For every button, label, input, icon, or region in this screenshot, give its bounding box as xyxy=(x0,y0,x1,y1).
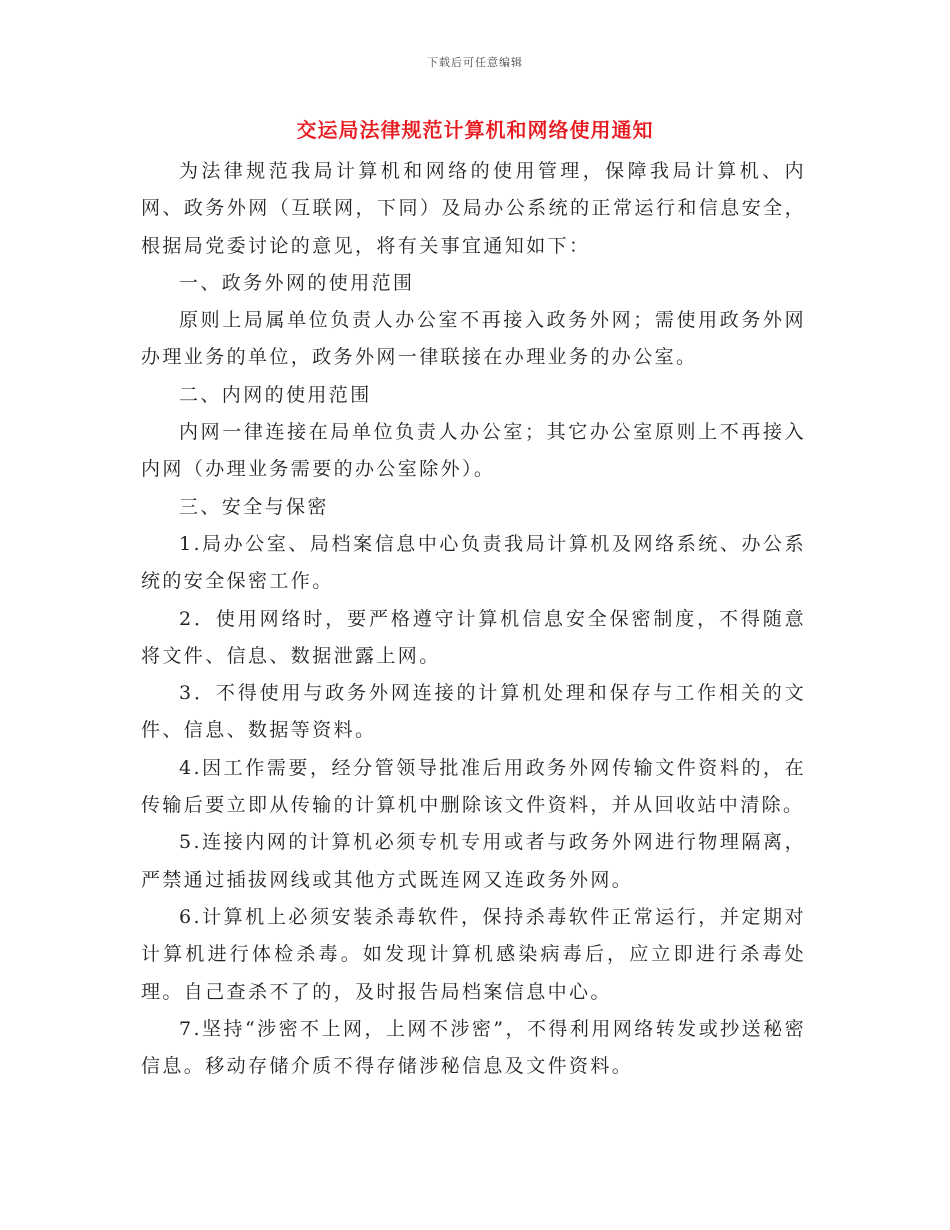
document-title: 交运局法律规范计算机和网络使用通知 xyxy=(296,118,654,142)
rule-item-3: 3．不得使用与政务外网连接的计算机处理和保存与工作相关的文件、信息、数据等资料。 xyxy=(141,682,806,742)
section-heading-2: 二、内网的使用范围 xyxy=(179,383,372,406)
section-2-paragraph: 内网一律连接在局单位负责人办公室；其它办公室原则上不再接入内网（办理业务需要的办公室除外）。 xyxy=(141,421,806,481)
section-1-paragraph: 原则上局属单位负责人办公室不再接入政务外网；需使用政务外网办理业务的单位，政务外网一律联接在办理业务的办公室。 xyxy=(141,309,806,369)
intro-paragraph: 为法律规范我局计算机和网络的使用管理，保障我局计算机、内网、政务外网（互联网，下同）及局办公系统的正常运行和信息安全，根据局党委讨论的意见，将有关事宜通知如下： xyxy=(141,160,806,257)
rule-item-4: 4.因工作需要，经分管领导批准后用政务外网传输文件资料的，在传输后要立即从传输的计算机中删除该文件资料，并从回收站中清除。 xyxy=(141,756,806,817)
section-heading-1: 一、政务外网的使用范围 xyxy=(179,271,415,294)
rule-item-6: 6.计算机上必须安装杀毒软件，保持杀毒软件正常运行，并定期对计算机进行体检杀毒。如发现计算机感染病毒后，应立即进行杀毒处理。自己查杀不了的，及时报告局档案信息中心。 xyxy=(141,905,806,1003)
section-heading-3: 三、安全与保密 xyxy=(179,495,329,518)
rule-item-1: 1.局办公室、局档案信息中心负责我局计算机及网络系统、办公系统的安全保密工作。 xyxy=(141,532,806,593)
rule-item-5: 5.连接内网的计算机必须专机专用或者与政务外网进行物理隔离，严禁通过插拔网线或其他方式既连网又连政务外网。 xyxy=(141,831,806,891)
document-body xyxy=(141,153,806,1085)
header-note: 下载后可任意编辑 xyxy=(427,56,523,69)
rule-item-2: 2．使用网络时，要严格遵守计算机信息安全保密制度，不得随意将文件、信息、数据泄露上网。 xyxy=(141,607,806,667)
rule-item-7: 7.坚持“涉密不上网，上网不涉密”，不得利用网络转发或抄送秘密信息。移动存储介质不得存储涉秘信息及文件资料。 xyxy=(141,1017,806,1078)
